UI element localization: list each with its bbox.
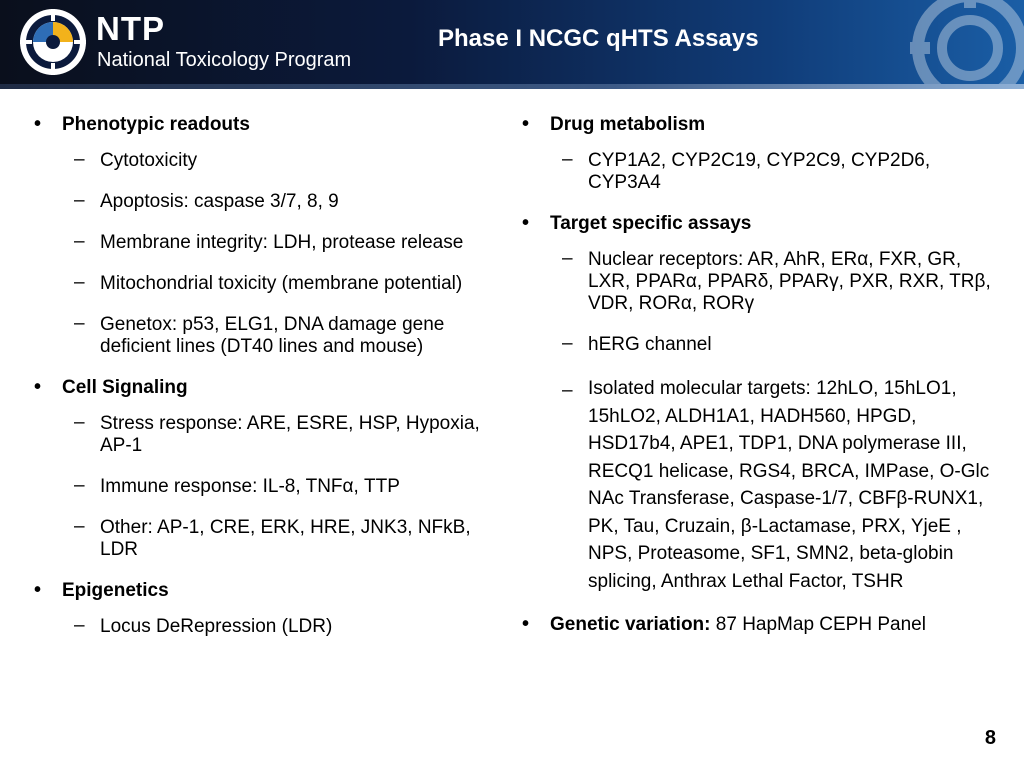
bullet-icon: • (34, 579, 42, 601)
sub-item-text: Nuclear receptors: AR, AhR, ERα, FXR, GR, LXR, PPARα, PPARδ, PPARγ, PXR, RXR, TRβ, VDR, RORα, RORγ (588, 249, 991, 314)
logo-title: NTP (96, 10, 165, 47)
right-column (522, 110, 1002, 650)
dash-icon: – (74, 272, 85, 293)
dash-icon: – (562, 149, 573, 170)
sub-item-text: Other: AP-1, CRE, ERK, HRE, JNK3, NFkB, LDR (100, 517, 471, 560)
ntp-logo-icon (18, 7, 88, 77)
sub-item-text: Immune response: IL-8, TNFα, TTP (100, 476, 400, 497)
ntp-watermark-icon (910, 0, 1024, 84)
dash-icon: – (74, 475, 85, 496)
bullet-heading: Target specific assays (550, 213, 752, 234)
sub-item-text: Stress response: ARE, ESRE, HSP, Hypoxia, AP-1 (100, 413, 480, 456)
bullet-item-genetic-variation (522, 614, 1002, 636)
bullet-heading: Phenotypic readouts (62, 114, 250, 135)
bullet-icon: • (522, 113, 530, 135)
sub-item (522, 249, 1002, 315)
sub-item (522, 334, 1002, 356)
sub-item-text: Membrane integrity: LDH, protease release (100, 232, 464, 253)
sub-item (34, 273, 484, 295)
sub-item-text: Genetox: p53, ELG1, DNA damage gene deficient lines (DT40 lines and mouse) (100, 314, 445, 357)
sub-item (34, 517, 484, 561)
dash-icon: – (562, 380, 573, 401)
dash-icon: – (74, 516, 85, 537)
sub-item (34, 476, 484, 498)
bullet-item-epigenetics (34, 580, 484, 602)
sub-item (34, 616, 484, 638)
sub-item (34, 191, 484, 213)
dash-icon: – (74, 412, 85, 433)
bullet-icon: • (34, 113, 42, 135)
bullet-item-cell-signaling (34, 377, 484, 399)
sub-item-text: Mitochondrial toxicity (membrane potential) (100, 273, 463, 294)
dash-icon: – (74, 149, 85, 170)
sub-item-text: Cytotoxicity (100, 150, 198, 171)
bullet-heading: Cell Signaling (62, 377, 188, 398)
sub-item-text: Isolated molecular targets: 12hLO, 15hLO1, 15hLO2, ALDH1A1, HADH560, HPGD, HSD17b4, APE1, TDP1, DNA polymerase III, RECQ1 helicase, RGS4, BRCA, IMPase, O-Glc NAc Transferase, Caspase-1/7, CBFβ-RUNX1, PK, Tau, Cruzain, β-Lactamase, PRX, YjeE , NPS, Proteasome, SF1, SMN2, beta-globin splicing, Anthrax Lethal Factor, TSHR (588, 378, 990, 592)
sub-item (34, 314, 484, 358)
bullet-heading: Epigenetics (62, 580, 169, 601)
page-number: 8 (984, 727, 996, 749)
dash-icon: – (74, 313, 85, 334)
logo-subtitle: National Toxicology Program (97, 49, 352, 71)
header-divider (0, 84, 1024, 89)
bullet-heading: Drug metabolism (550, 114, 706, 135)
bullet-heading: Genetic variation: (550, 614, 711, 635)
sub-item-text: CYP1A2, CYP2C19, CYP2C9, CYP2D6, CYP3A4 (588, 150, 931, 193)
sub-item-text: hERG channel (588, 334, 712, 355)
sub-item (34, 413, 484, 457)
sub-item (522, 150, 1002, 194)
dash-icon: – (74, 231, 85, 252)
bullet-icon: • (522, 613, 530, 635)
bullet-item-phenotypic-readouts (34, 114, 484, 136)
dash-icon: – (74, 615, 85, 636)
bullet-icon: • (522, 212, 530, 234)
bullet-item-drug-metabolism (522, 114, 1002, 136)
dash-icon: – (74, 190, 85, 211)
header-banner (0, 0, 1024, 84)
slide-title: Phase I NCGC qHTS Assays (438, 25, 759, 52)
sub-item (34, 150, 484, 172)
dash-icon: – (562, 248, 573, 269)
bullet-heading-suffix: 87 HapMap CEPH Panel (710, 614, 926, 635)
left-column (34, 110, 484, 657)
sub-item-text: Apoptosis: caspase 3/7, 8, 9 (100, 191, 339, 212)
dash-icon: – (562, 333, 573, 354)
bullet-icon: • (34, 376, 42, 398)
bullet-item-target-specific-assays (522, 213, 1002, 235)
sub-item (34, 232, 484, 254)
sub-item (522, 375, 1002, 595)
sub-item-text: Locus DeRepression (LDR) (100, 616, 333, 637)
